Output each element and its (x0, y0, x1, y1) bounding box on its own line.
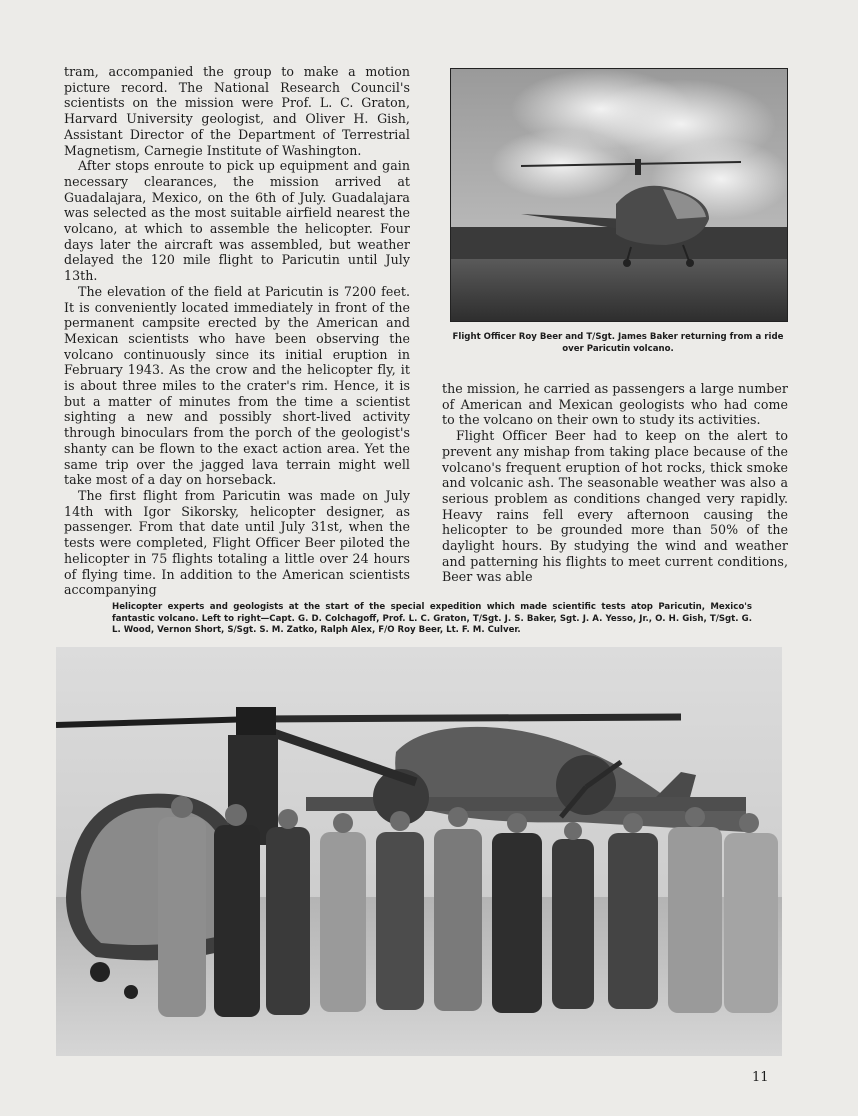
helicopter-photo-caption: Flight Officer Roy Beer and T/Sgt. James Baker returning from a ride over Paricutin volcano. (452, 332, 784, 354)
article-paragraph: The first flight from Paricutin was made on July 14th with Igor Sikorsky, helicopter designer, as passenger. From that date until July 31st, when the tests were completed, Flight Officer Beer piloted the helicopter in 75 flights totaling a little over 24 hours of flying time. In addition to the American scientists accompanying (64, 487, 410, 598)
article-paragraph: After stops enroute to pick up equipment and gain necessary clearances, the mission arrived at Guadalajara, Mexico, on the 6th of July. Guadalajara was selected as the most suitable airfield nearest the volcano, at which to assemble the helicopter. Four days later the aircraft was assembled, but weather delayed the 120 mile flight to Paricutin until July 13th. (64, 158, 410, 284)
article-paragraph: Flight Officer Beer had to keep on the alert to prevent any mishap from taking place because of the volcano's frequent eruption of hot rocks, thick smoke and volcanic ash. The seasonable weather was also a serious problem as conditions changed very rapidly. Heavy rains fell every afternoon causing the helicopter to be grounded more than 50% of the daylight hours. By studying the wind and weather and patterning his flights to meet current conditions, Beer was able (442, 428, 788, 585)
helicopter-photo (450, 68, 788, 322)
article-paragraph: tram, accompanied the group to make a motion picture record. The National Research Council's scientists on the mission were Prof. L. C. Graton, Harvard University geologist, and Oliver H. Gish, Assistant Director of the Department of Terrestrial Magnetism, Carnegie Institute of Washington. (64, 64, 410, 158)
article-paragraph: The elevation of the field at Paricutin is 7200 feet. It is conveniently located immediately in front of the permanent campsite erected by the American and Mexican scientists who have been observing the volcano continuously since its initial eruption in February 1943. As the crow and the helicopter fly, it is about three miles to the crater's rim. Hence, it is but a matter of minutes from the time a scientist sighting a new and possibly short-lived activity through binoculars from the porch of the geologist's shanty can be flown to the exact action area. Yet the same trip over the jagged lava terrain might well take most of a day on horseback. (64, 283, 410, 488)
article-left-column (64, 64, 410, 598)
article-paragraph: the mission, he carried as passengers a large number of American and Mexican geologists who had come to the volcano on their own to study its activities. (442, 381, 788, 428)
group-photo-caption: Helicopter experts and geologists at the start of the special expedition which made scientific tests atop Paricutin, Mexico's fantastic volcano. Left to right—Capt. G. D. Colchagoff, Prof. L. C. Graton, T/Sgt. J. S. Baker, Sgt. J. A. Yesso, Jr., O. H. Gish, T/Sgt. G. L. Wood, Vernon Short, S/Sgt. S. M. Zatko, Ralph Alex, F/O Roy Beer, Lt. F. M. Culver. (112, 602, 752, 635)
page-number: 11 (752, 1070, 769, 1085)
group-photo (56, 647, 782, 1056)
article-right-column (442, 381, 788, 585)
